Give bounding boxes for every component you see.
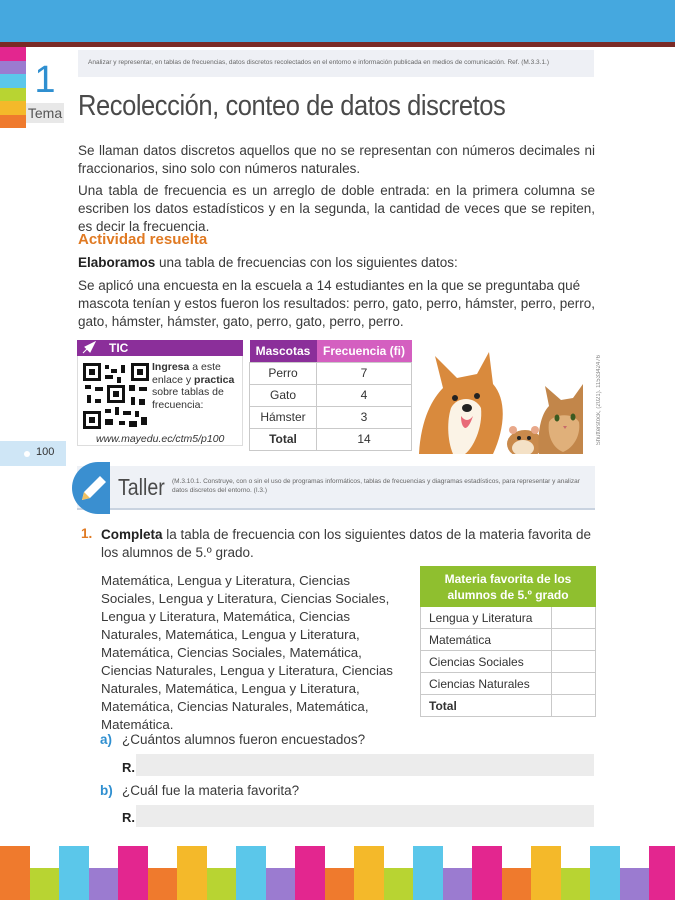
fav-table-subject: Ciencias Sociales — [421, 651, 552, 673]
pencil-icon — [72, 462, 110, 514]
table-row — [421, 629, 596, 651]
fav-table-subject: Lengua y Literatura — [421, 607, 552, 629]
tic-title: TIC — [109, 341, 129, 355]
activity-description: Se aplicó una encuesta en la escuela a 14 estudiantes en la que se preguntaba qué mascota tenían y estos fueron los resultados: perro, gato, perro, hámster, perro, perro, gato, hámster, hámster, gato, perro, gato, perro, perro. — [78, 278, 596, 329]
qr-code-icon[interactable] — [83, 362, 149, 430]
table-cell-value: 7 — [317, 362, 412, 384]
question-a-text: ¿Cuántos alumnos fueron encuestados? — [122, 732, 366, 747]
bottom-color-bars — [0, 846, 675, 900]
unit-number: 1 — [34, 59, 56, 101]
fav-table-header-line-2: alumnos de 5.º grado — [447, 587, 569, 602]
answer-a-label: R. — [122, 760, 135, 775]
page-number: 100 — [36, 446, 55, 458]
tic-text-2: a este enlace y — [152, 361, 221, 386]
page-title: Recolección, conteo de datos discretos — [78, 90, 506, 122]
table-header-mascotas: Mascotas — [250, 340, 317, 362]
side-color-stripes — [0, 47, 26, 128]
fav-table-total-cell[interactable] — [552, 695, 596, 717]
pets-photo — [413, 348, 585, 454]
fav-table-total-row — [421, 695, 596, 717]
tic-header — [77, 340, 243, 356]
tic-text-1: Ingresa — [152, 361, 190, 373]
fav-table-answer-cell[interactable] — [552, 607, 596, 629]
activity-lead — [78, 254, 595, 272]
table-cell-label: Perro — [250, 362, 317, 384]
table-total-row — [250, 428, 412, 450]
activity-lead-rest: una tabla de frecuencias con los siguientes datos: — [155, 255, 458, 270]
curriculum-reference: Analizar y representar, en tablas de frecuencias, datos discretos recolectados en el entorno e información publicada en medios de comunicación. Ref. (M.3.3.1.) — [78, 50, 594, 77]
exercise-lead-bold: Completa — [101, 527, 163, 542]
pets-frequency-table — [249, 340, 412, 451]
page-number-tab — [0, 441, 66, 466]
fav-table-answer-cell[interactable] — [552, 629, 596, 651]
question-b-text: ¿Cuál fue la materia favorita? — [122, 783, 300, 798]
top-color-bar — [0, 0, 675, 42]
table-cell-label: Hámster — [250, 406, 317, 428]
table-row — [421, 651, 596, 673]
table-total-value: 14 — [317, 428, 412, 450]
page-number-dot — [24, 451, 30, 457]
fav-table-header — [421, 567, 596, 607]
fav-table-total-label: Total — [421, 695, 552, 717]
activity-heading: Actividad resuelta — [78, 231, 208, 248]
table-row — [250, 406, 412, 428]
fav-table-answer-cell[interactable] — [552, 651, 596, 673]
table-total-label: Total — [250, 428, 317, 450]
tic-text-4: sobre tablas de frecuencia: — [152, 386, 224, 411]
image-credit: Shutterstock, (2021). 1153342476 — [596, 355, 602, 446]
table-row — [250, 362, 412, 384]
exercise-lead-rest: la tabla de frecuencia con los siguientes datos de la materia favorita de los alumnos de 5.º grado. — [101, 527, 592, 560]
table-row — [250, 384, 412, 406]
fav-table-subject: Matemática — [421, 629, 552, 651]
taller-reference: (M.3.10.1. Construye, con o sin el uso de programas informáticos, tablas de frecuencias y diagramas estadísticos, para representar y analizar datos discretos del entorno. (I.3.) — [172, 478, 580, 494]
tic-link[interactable]: www.mayedu.ec/ctm5/p100 — [96, 433, 225, 445]
table-row — [421, 673, 596, 695]
fav-table-answer-cell[interactable] — [552, 673, 596, 695]
answer-a-field[interactable] — [136, 754, 594, 776]
unit-label: Tema — [27, 105, 63, 121]
answer-b-label: R. — [122, 810, 135, 825]
question-a-letter: a) — [100, 732, 113, 747]
question-b-letter: b) — [100, 783, 113, 798]
favorite-subject-table — [420, 566, 596, 717]
question-a — [100, 732, 365, 747]
intro-paragraph-2: Una tabla de frecuencia es un arreglo de doble entrada: en la primera columna se escriben los datos estadísticos y en la segunda, la cantidad de veces que se repiten, es decir la frecuencia. — [78, 183, 595, 234]
taller-label: Taller — [118, 474, 165, 500]
activity-lead-bold: Elaboramos — [78, 255, 156, 270]
tic-text — [152, 361, 242, 411]
table-cell-value: 4 — [317, 384, 412, 406]
fav-table-subject: Ciencias Naturales — [421, 673, 552, 695]
tic-text-3: practica — [194, 373, 235, 386]
intro-paragraph-1: Se llaman datos discretos aquellos que no se representan con números decimales ni fraccionarios, sino solo con números naturales. — [78, 143, 595, 176]
top-divider-line — [0, 42, 675, 47]
exercise-number: 1. — [81, 526, 93, 541]
table-row — [421, 607, 596, 629]
fav-table-header-line-1: Materia favorita de los — [444, 571, 572, 586]
exercise-data-text: Matemática, Lengua y Literatura, Ciencias Sociales, Lengua y Literatura, Ciencias Sociales, Lengua y Literatura, Matemática, Ciencias Naturales, Matemática, Lengua y Literatura, Matemática, Ciencias Sociales, Matemática, Ciencias Naturales, Lengua y Literatura, Ciencias Naturales, Matemática, Lengua y Literatura, Matemática, Ciencias Naturales, Matemática, Matemática. — [101, 573, 393, 732]
table-header-frecuencia: Frecuencia (fi) — [317, 340, 412, 362]
table-cell-value: 3 — [317, 406, 412, 428]
answer-b-field[interactable] — [136, 805, 594, 827]
table-cell-label: Gato — [250, 384, 317, 406]
question-b — [100, 783, 299, 798]
exercise-instruction — [101, 526, 595, 562]
